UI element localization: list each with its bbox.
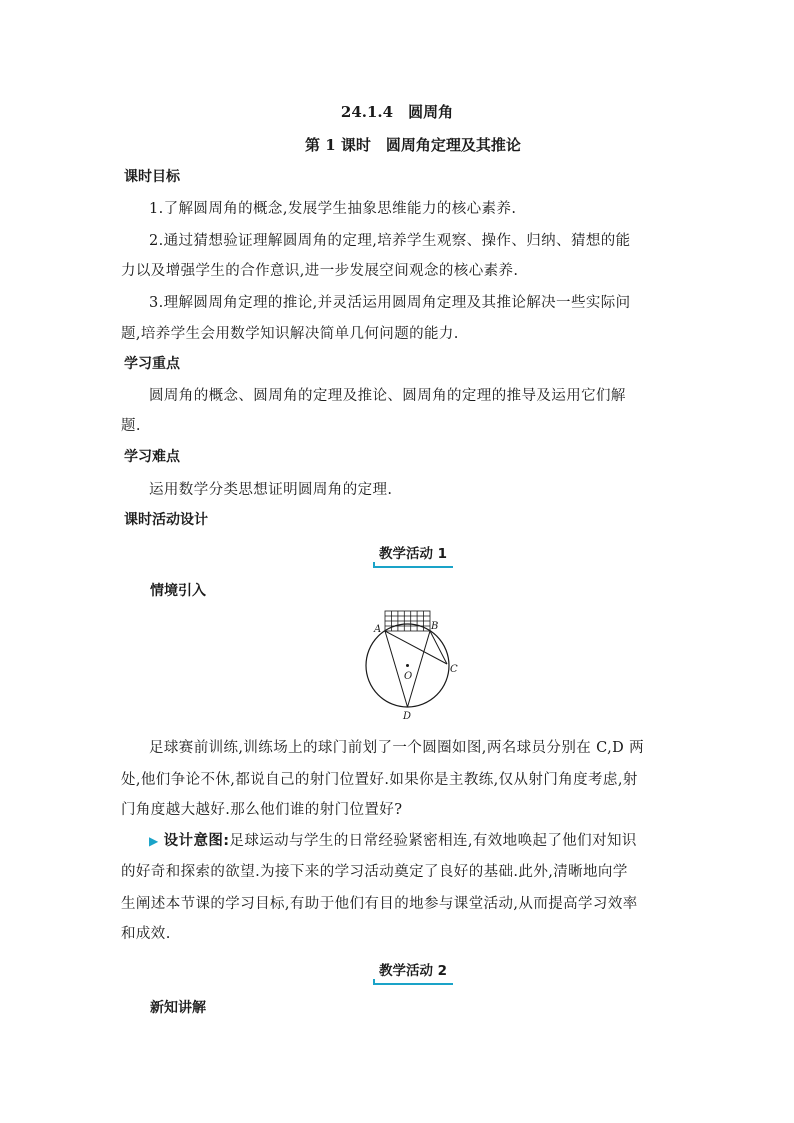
goal-line-3: 力以及增强学生的合作意识,进一步发展空间观念的核心素养. (121, 263, 519, 279)
goal-line-4: 3.理解圆周角定理的推论,并灵活运用圆周角定理及其推论解决一些实际问 (149, 295, 631, 311)
activity-underline (373, 566, 453, 568)
activity-2-badge (0, 959, 794, 985)
difficulty-text: 运用数学分类思想证明圆周角的定理. (149, 482, 393, 498)
activity-2-label: 教学活动 2 (378, 963, 448, 979)
activity-1-badge (0, 542, 794, 568)
intro-heading: 情境引入 (150, 583, 206, 599)
intent-line-3: 生阐述本节课的学习目标,有助于他们有目的地参与课堂活动,从而提高学习效率 (121, 896, 638, 912)
activity-underline-tick (373, 979, 375, 985)
new-knowledge-heading: 新知讲解 (150, 1000, 206, 1016)
label-d: D (403, 711, 412, 722)
heading-focus: 学习重点 (124, 356, 180, 372)
triangle-right-icon: ▶ (149, 834, 159, 848)
intent-line-4: 和成效. (121, 926, 171, 942)
label-a: A (374, 624, 382, 635)
label-c: C (450, 664, 458, 675)
heading-goals: 课时目标 (124, 169, 180, 185)
goal-line-5: 题,培养学生会用数学知识解决简单几何问题的能力. (121, 326, 459, 342)
center-point (406, 664, 409, 667)
goal-line-2: 2.通过猜想验证理解圆周角的定理,培养学生观察、操作、归纳、猜想的能 (149, 233, 631, 249)
intent-line-2: 的好奇和探索的欲望.为接下来的学习活动奠定了良好的基础.此外,清晰地向学 (121, 864, 628, 880)
goal-line-1: 1.了解圆周角的概念,发展学生抽象思维能力的核心素养. (149, 201, 517, 217)
intent-line-1 (149, 829, 637, 850)
scenario-line-3: 门角度越大越好.那么他们谁的射门位置好? (121, 802, 403, 818)
heading-difficulty: 学习难点 (124, 449, 180, 465)
label-o: O (404, 671, 413, 682)
focus-line-1: 圆周角的概念、圆周角的定理及推论、圆周角的定理的推导及运用它们解 (149, 388, 626, 404)
intent-label: 设计意图: (163, 833, 230, 849)
focus-line-2: 题. (121, 418, 141, 434)
lesson-subtitle: 第 1 课时 圆周角定理及其推论 (305, 136, 521, 154)
label-b: B (431, 621, 439, 632)
scenario-line-2: 处,他们争论不休,都说自己的射门位置好.如果你是主教练,仅从射门角度考虑,射 (121, 772, 638, 788)
heading-design: 课时活动设计 (124, 512, 208, 528)
shooting-lines (385, 631, 447, 707)
intent-text-1: 足球运动与学生的日常经验紧密相连,有效地唤起了他们对知识 (229, 833, 637, 849)
activity-1-label: 教学活动 1 (378, 546, 448, 562)
scenario-line-1: 足球赛前训练,训练场上的球门前划了一个圆圈如图,两名球员分别在 C,D 两 (149, 740, 645, 756)
goal-net-grid (385, 611, 430, 631)
activity-underline (373, 983, 453, 985)
lesson-title: 24.1.4 圆周角 (340, 103, 454, 121)
circle-goal-figure (360, 606, 470, 724)
activity-underline-tick (373, 562, 375, 568)
